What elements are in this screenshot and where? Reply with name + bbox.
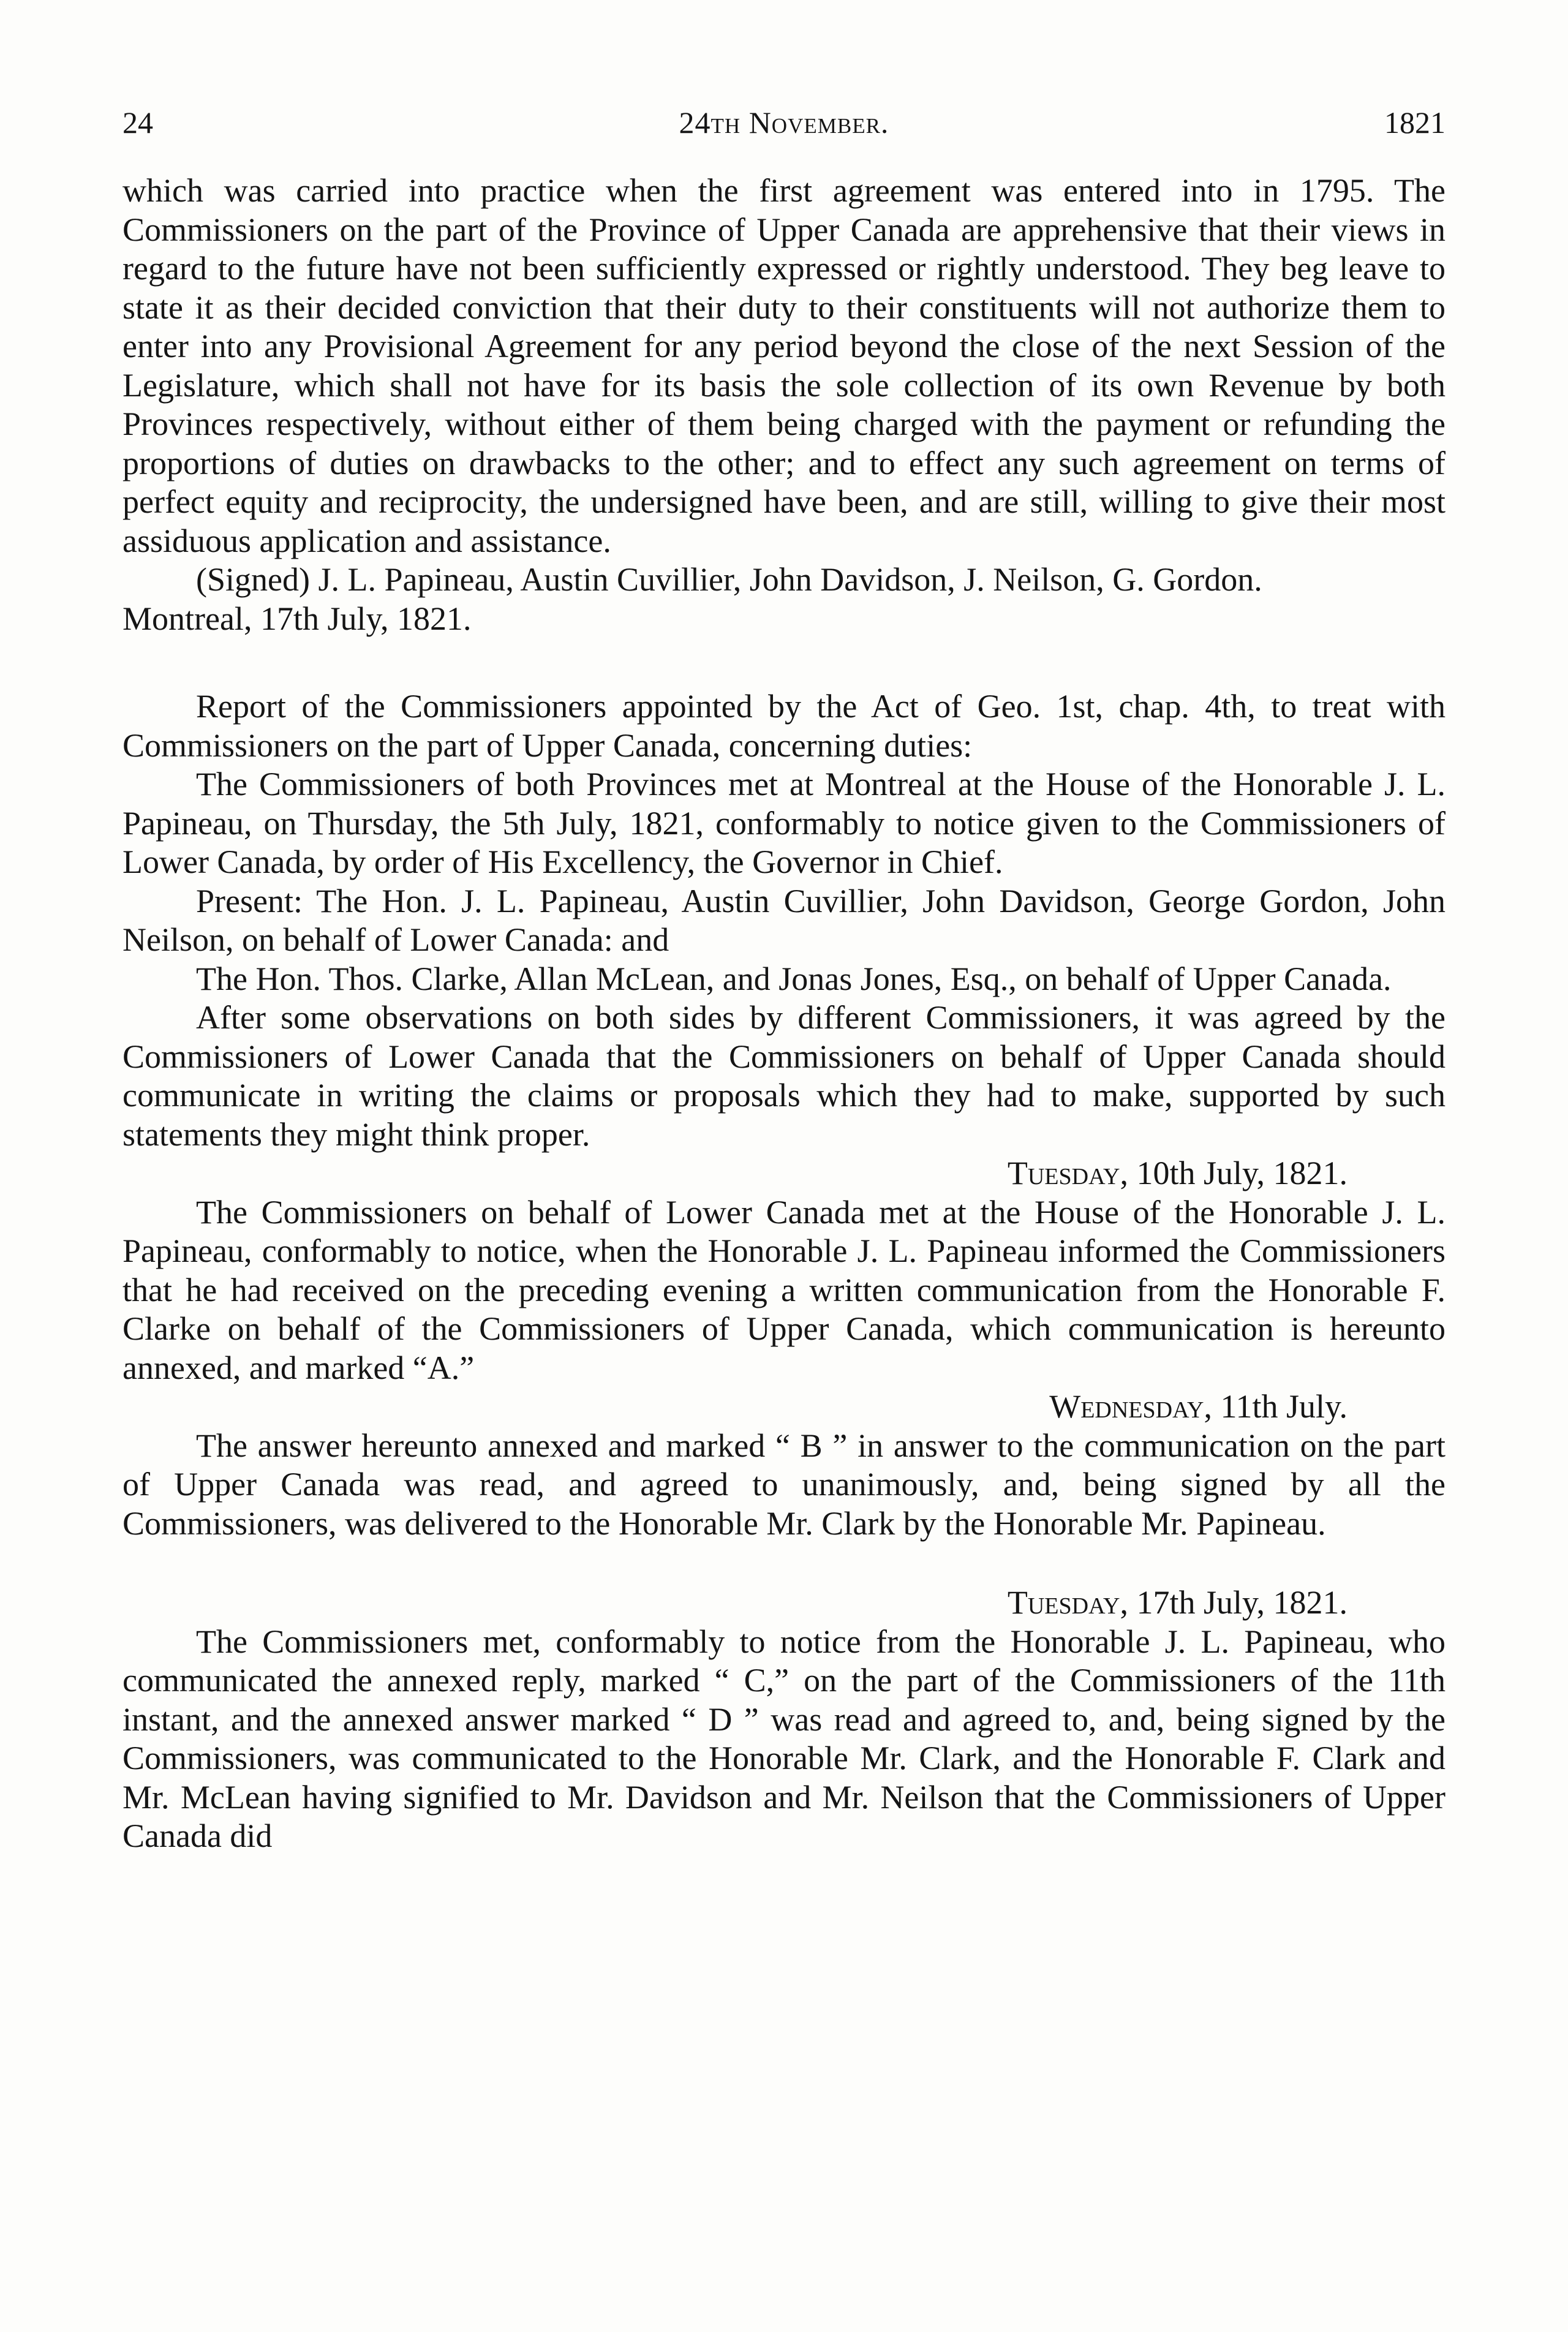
dateline-tuesday-10th (123, 1154, 1446, 1193)
paragraph-present: Present: The Hon. J. L. Papineau, Austin Cuvillier, John Davidson, George Gordon, John Neilson, on behalf of Lower Canada: and (123, 882, 1446, 958)
paragraph-continuation: which was carried into practice when the first agreement was entered into in 1795. The Commissioners on the part of the Province of Upper Canada are apprehensive that their views in regard to the future have not been sufficiently expressed or rightly understood. They beg leave to state it as their decided conviction that their duty to their constituents will not authorize them to enter into any Provisional Agreement for any period beyond the close of the next Session of the Legislature, which shall not have for its basis the sole collection of its own Revenue by both Provinces respectively, without either of them being charged with the payment or refunding the proportions of duties on drawbacks to the other; and to effect any such agreement on terms of perfect equity and reciprocity, the undersigned have been, and are still, willing to give their most assiduous application and assistance. (123, 172, 1446, 559)
report-heading: Report of the Commissioners appointed by the Act of Geo. 1st, chap. 4th, to treat with Commissioners on the part of Upper Canada, concerning duties: (123, 688, 1446, 764)
dateline-day: Wednesday, (1049, 1388, 1212, 1425)
dateline-day: Tuesday, (1007, 1584, 1128, 1621)
signatories: (Signed) J. L. Papineau, Austin Cuvillier, John Davidson, J. Neilson, G. Gordon. (196, 561, 1262, 598)
paragraph-tuesday-17th: The Commissioners met, conformably to notice from the Honorable J. L. Papineau, who communicated the annexed reply, marked “ C,” on the part of the Commissioners of the 11th instant, and the annexed answer marked “ D ” was read and agreed to, and, being signed by the Commissioners, was communicated to the Honorable Mr. Clark, and the Honorable F. Clark and Mr. McLean having signified to Mr. Davidson and Mr. Neilson that the Commissioners of Upper Canada did (123, 1623, 1446, 1854)
dateline-date: 17th July, 1821. (1136, 1584, 1348, 1621)
dateline-wednesday (123, 1387, 1446, 1427)
dateline-date: 10th July, 1821. (1136, 1155, 1348, 1191)
paragraph-upper-canada: The Hon. Thos. Clarke, Allan McLean, and Jonas Jones, Esq., on behalf of Upper Canada. (196, 960, 1392, 997)
dateline-date: 11th July. (1220, 1388, 1348, 1425)
place-date: Montreal, 17th July, 1821. (123, 600, 472, 637)
body-text (123, 172, 1446, 1856)
dateline-day: Tuesday, (1007, 1155, 1128, 1191)
page-number: 24 (123, 105, 153, 140)
paragraph-wednesday: The answer hereunto annexed and marked “ B ” in answer to the communication on the part of Upper Canada was read, and agreed to unanimously, and, being signed by all the Commissioners, was delivered to the Honorable Mr. Clark by the Honorable Mr. Papineau. (123, 1427, 1446, 1542)
running-title: 24th November. (679, 105, 889, 140)
header-year: 1821 (1384, 105, 1446, 140)
paragraph-tuesday-10th: The Commissioners on behalf of Lower Canada met at the House of the Honorable J. L. Papineau, conformably to notice, when the Honorable J. L. Papineau informed the Commissioners that he had received on the preceding evening a written communication from the Honorable F. Clarke on behalf of the Commissioners of Upper Canada, which communication is hereunto annexed, and marked “A.” (123, 1193, 1446, 1386)
paragraph-observations: After some observations on both sides by different Commissioners, it was agreed by the Commissioners of Lower Canada that the Commissioners on behalf of Upper Canada should communicate in writing the claims or proposals which they had to make, supported by such statements they might think proper. (123, 999, 1446, 1153)
running-header (123, 98, 1446, 147)
paragraph-meeting: The Commissioners of both Provinces met at Montreal at the House of the Honorable J. L. Papineau, on Thursday, the 5th July, 1821, conformably to notice given to the Commissioners of Lower Canada, by order of His Excellency, the Governor in Chief. (123, 766, 1446, 880)
dateline-tuesday-17th (123, 1583, 1446, 1623)
